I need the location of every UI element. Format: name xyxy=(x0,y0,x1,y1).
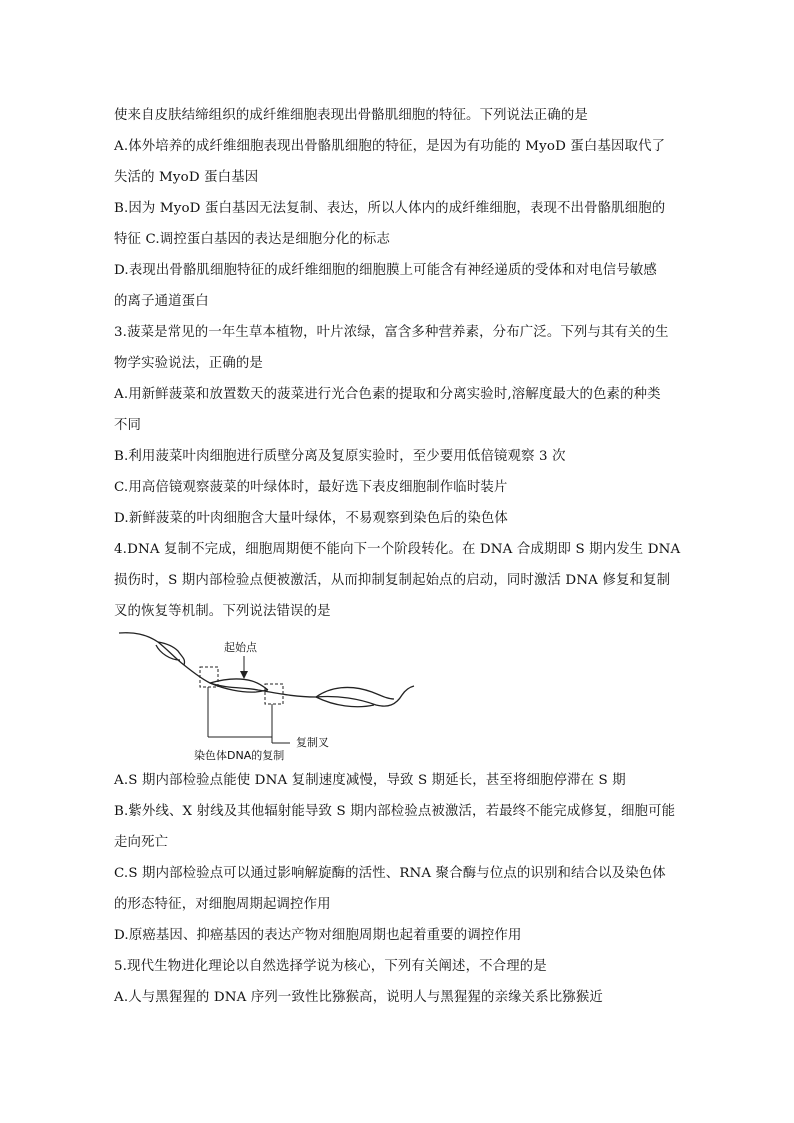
option-line: C.用高倍镜观察菠菜的叶绿体时，最好选下表皮细胞制作临时装片 xyxy=(114,480,508,495)
text-line: 叉的恢复等机制。下列说法错误的是 xyxy=(114,604,331,619)
option-line: B.紫外线、X 射线及其他辐射能导致 S 期内部检验点被激活，若最终不能完成修复，细胞可能 xyxy=(114,804,676,819)
question-line: 5.现代生物进化理论以自然选择学说为核心，下列有关阐述，不合理的是 xyxy=(114,959,547,974)
text-block-bottom xyxy=(114,765,684,1013)
figure-caption: 染色体DNA的复制 xyxy=(194,749,285,762)
option-line: D.新鲜菠菜的叶肉细胞含大量叶绿体，不易观察到染色后的染色体 xyxy=(114,511,508,526)
option-line: A.体外培养的成纤维细胞表现出骨骼肌细胞的特征，是因为有功能的 MyoD 蛋白基因取代了 xyxy=(114,139,666,154)
option-line: C.S 期内部检验点可以通过影响解旋酶的活性、RNA 聚合酶与位点的识别和结合以及染色体 xyxy=(114,866,666,881)
replication-origin-label: 起始点 xyxy=(224,641,257,654)
option-line: A.S 期内部检验点能使 DNA 复制速度减慢，导致 S 期延长，甚至将细胞停滞在 S 期 xyxy=(114,773,626,788)
option-line: D.表现出骨骼肌细胞特征的成纤维细胞的细胞膜上可能含有神经递质的受体和对电信号敏感 xyxy=(114,263,657,278)
question-line: 4.DNA 复制不完成，细胞周期便不能向下一个阶段转化。在 DNA 合成期即 S 期内发生 DNA xyxy=(114,542,681,557)
option-line: D.原癌基因、抑癌基因的表达产物对细胞周期也起着重要的调控作用 xyxy=(114,928,522,943)
text-line: 损伤时，S 期内部检验点便被激活，从而抑制复制起始点的启动，同时激活 DNA 修复和复制 xyxy=(114,573,671,588)
text-line: 走向死亡 xyxy=(114,835,169,850)
dna-replication-diagram xyxy=(116,629,416,763)
question-line: 3.菠菜是常见的一年生草本植物，叶片浓绿，富含多种营养素，分布广泛。下列与其有关的生 xyxy=(114,325,669,340)
document-body xyxy=(114,100,684,1013)
text-line: 不同 xyxy=(114,418,142,433)
text-line: 失活的 MyoD 蛋白基因 xyxy=(114,170,259,185)
option-line: B.因为 MyoD 蛋白基因无法复制、表达，所以人体内的成纤维细胞，表现不出骨骼肌细胞的 xyxy=(114,201,666,216)
text-line: 特征 C.调控蛋白基因的表达是细胞分化的标志 xyxy=(114,232,391,247)
dna-replication-figure xyxy=(116,629,416,763)
text-line: 的离子通道蛋白 xyxy=(114,294,209,309)
option-line: A.人与黑猩猩的 DNA 序列一致性比猕猴高，说明人与黑猩猩的亲缘关系比猕猴近 xyxy=(114,990,603,1005)
text-line: 物学实验说法，正确的是 xyxy=(114,356,263,371)
replication-fork-label: 复制叉 xyxy=(296,736,329,749)
option-line: A.用新鲜菠菜和放置数天的菠菜进行光合色素的提取和分离实验时,溶解度最大的色素的种类 xyxy=(114,387,661,402)
text-block-top xyxy=(114,100,684,627)
text-line: 使来自皮肤结缔组织的成纤维细胞表现出骨骼肌细胞的特征。下列说法正确的是 xyxy=(114,108,588,123)
option-line: B.利用菠菜叶肉细胞进行质壁分离及复原实验时，至少要用低倍镜观察 3 次 xyxy=(114,449,566,464)
text-line: 的形态特征，对细胞周期起调控作用 xyxy=(114,897,331,912)
